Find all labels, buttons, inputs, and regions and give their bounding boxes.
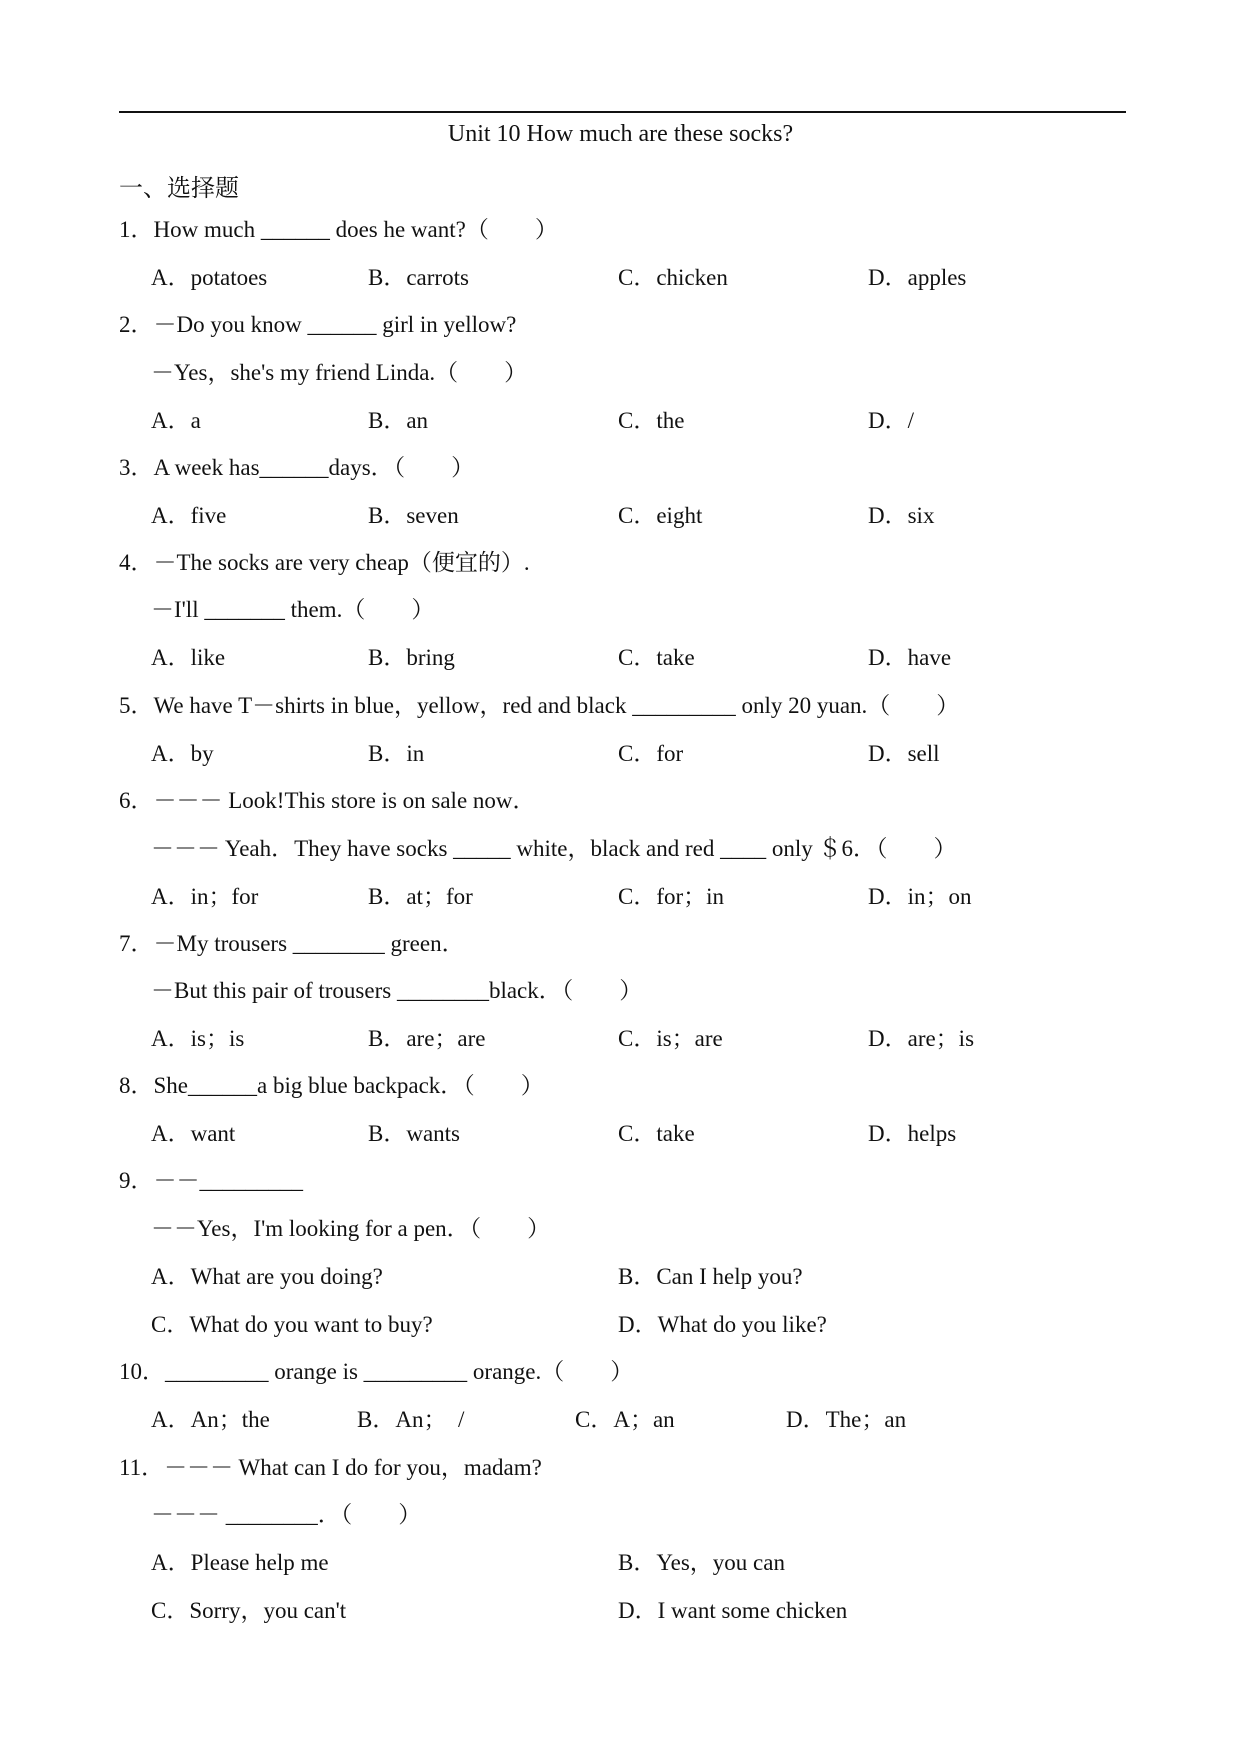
question-2-option-b[interactable]: B．an <box>368 408 429 433</box>
question-9-stem: 9．－－_________ <box>119 1168 303 1193</box>
question-8-option-d[interactable]: D．helps <box>868 1121 957 1146</box>
question-6-option-d[interactable]: D．in；on <box>868 884 972 909</box>
question-7-option-b[interactable]: B．are；are <box>368 1026 486 1051</box>
question-1-option-d[interactable]: D．apples <box>868 265 967 290</box>
question-11-option-b[interactable]: B．Yes，you can <box>618 1550 785 1575</box>
question-8-stem: 8．She______a big blue backpack．（ ） <box>119 1073 544 1098</box>
question-1-option-c[interactable]: C．chicken <box>618 265 728 290</box>
question-5-option-c[interactable]: C．for <box>618 741 684 766</box>
question-11-line-2: －－－ ________．（ ） <box>151 1502 422 1527</box>
question-8-option-c[interactable]: C．take <box>618 1121 695 1146</box>
question-3-option-b[interactable]: B．seven <box>368 503 459 528</box>
question-3-option-c[interactable]: C．eight <box>618 503 703 528</box>
question-5-stem: 5．We have T－shirts in blue，yellow，red and black _________ only 20 yuan.（ ） <box>119 693 960 718</box>
question-6-option-c[interactable]: C．for；in <box>618 884 725 909</box>
question-10-stem: 10．_________ orange is _________ orange.（ ） <box>119 1359 634 1384</box>
question-4-option-b[interactable]: B．bring <box>368 645 455 670</box>
question-9-line-2: －－Yes，I'm looking for a pen．（ ） <box>151 1216 551 1241</box>
question-9-option-d[interactable]: D．What do you like? <box>618 1312 827 1337</box>
question-7-option-d[interactable]: D．are；is <box>868 1026 975 1051</box>
question-3-stem: 3．A week has______days．（ ） <box>119 455 475 480</box>
question-4-option-d[interactable]: D．have <box>868 645 952 670</box>
question-9-option-b[interactable]: B．Can I help you? <box>618 1264 803 1289</box>
question-6-line-2: －－－ Yeah．They have socks _____ white，black and red ____ only ＄6．（ ） <box>151 836 957 861</box>
question-1-option-a[interactable]: A．potatoes <box>151 265 268 290</box>
question-5-option-a[interactable]: A．by <box>151 741 214 766</box>
question-11-stem: 11．－－－ What can I do for you，madam? <box>119 1455 542 1480</box>
question-2-stem: 2．－Do you know ______ girl in yellow? <box>119 312 517 337</box>
question-2-option-c[interactable]: C．the <box>618 408 685 433</box>
question-8-option-a[interactable]: A．want <box>151 1121 236 1146</box>
question-3-option-d[interactable]: D．six <box>868 503 935 528</box>
question-1-option-b[interactable]: B．carrots <box>368 265 469 290</box>
question-5-option-d[interactable]: D．sell <box>868 741 940 766</box>
question-11-option-a[interactable]: A．Please help me <box>151 1550 329 1575</box>
question-6-stem: 6．－－－ Look!This store is on sale now． <box>119 788 536 813</box>
question-11-option-c[interactable]: C．Sorry，you can't <box>151 1598 347 1623</box>
question-6-option-b[interactable]: B．at；for <box>368 884 473 909</box>
question-10-option-b[interactable]: B．An； / <box>357 1407 465 1432</box>
page-title: Unit 10 How much are these socks? <box>447 121 794 147</box>
question-4-option-c[interactable]: C．take <box>618 645 695 670</box>
question-2-option-d[interactable]: D．/ <box>868 408 914 433</box>
question-9-option-c[interactable]: C．What do you want to buy? <box>151 1312 433 1337</box>
header-rule <box>119 111 1126 113</box>
question-6-option-a[interactable]: A．in；for <box>151 884 259 909</box>
section-heading: 一、选择题 <box>119 174 239 202</box>
question-7-stem: 7．－My trousers ________ green． <box>119 931 465 956</box>
question-4-line-2: －I'll _______ them.（ ） <box>151 597 435 622</box>
question-7-option-a[interactable]: A．is；is <box>151 1026 245 1051</box>
question-11-option-d[interactable]: D．I want some chicken <box>618 1598 848 1623</box>
question-9-option-a[interactable]: A．What are you doing? <box>151 1264 383 1289</box>
question-4-option-a[interactable]: A．like <box>151 645 226 670</box>
question-8-option-b[interactable]: B．wants <box>368 1121 460 1146</box>
question-7-option-c[interactable]: C．is；are <box>618 1026 723 1051</box>
question-1-stem: 1．How much ______ does he want?（ ） <box>119 217 558 242</box>
question-7-line-2: －But this pair of trousers ________black．（ ） <box>151 978 643 1003</box>
question-10-option-d[interactable]: D．The；an <box>786 1407 907 1432</box>
question-3-option-a[interactable]: A．five <box>151 503 227 528</box>
question-4-stem: 4．－The socks are very cheap（便宜的）. <box>119 550 530 575</box>
question-5-option-b[interactable]: B．in <box>368 741 425 766</box>
question-10-option-a[interactable]: A．An；the <box>151 1407 270 1432</box>
question-2-line-2: －Yes，she's my friend Linda.（ ） <box>151 360 528 385</box>
question-2-option-a[interactable]: A．a <box>151 408 201 433</box>
question-10-option-c[interactable]: C．A；an <box>575 1407 675 1432</box>
